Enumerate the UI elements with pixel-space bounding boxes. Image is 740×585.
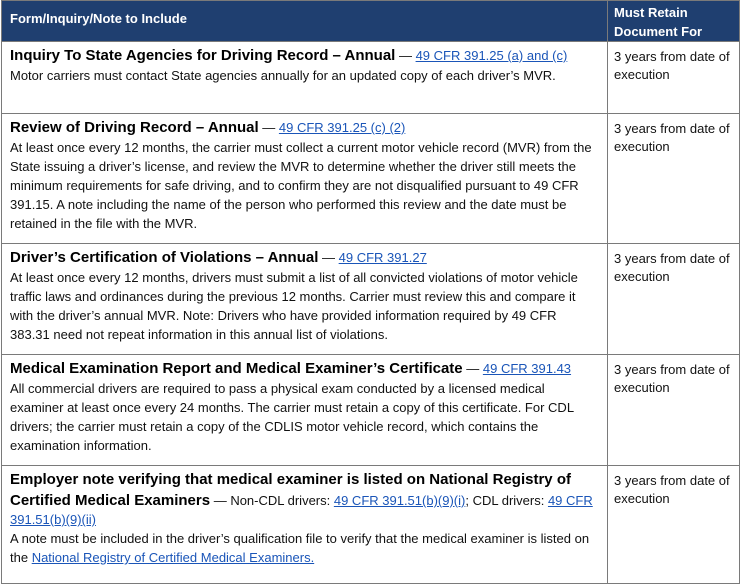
em-dash: — <box>395 48 416 63</box>
em-dash: — <box>258 120 279 135</box>
regulation-link[interactable]: 49 CFR 391.27 <box>338 250 427 265</box>
cdl-label: ; CDL drivers: <box>465 493 548 508</box>
retention-table <box>1 0 740 584</box>
row-title: Review of Driving Record – Annual <box>10 119 259 136</box>
national-registry-link[interactable]: National Registry of Certified Medical Examiners. <box>31 550 315 565</box>
row-body-text: A note must be included in the driver’s qualification file to verify that the medical examiner is listed on the <box>10 531 590 565</box>
row-description <box>2 42 608 114</box>
row-title: Inquiry To State Agencies for Driving Record – Annual <box>10 47 396 64</box>
header-form-inquiry-note: Form/Inquiry/Note to Include <box>2 1 608 42</box>
regulation-link[interactable]: 49 CFR 391.25 (a) and (c) <box>415 48 568 63</box>
table-row <box>2 466 740 584</box>
row-body: Motor carriers must contact State agencies annually for an updated copy of each driver’s MVR. <box>10 68 556 83</box>
header-must-retain: Must Retain Document For <box>608 1 740 42</box>
non-cdl-label: Non-CDL drivers: <box>230 493 334 508</box>
regulation-link-cdl[interactable]: 49 CFR 391.51(b)(9)(ii) <box>10 493 593 527</box>
table-row <box>2 244 740 355</box>
regulation-link[interactable]: 49 CFR 391.43 <box>482 361 572 376</box>
retention-period: 3 years from date of execution <box>608 355 740 466</box>
table-header-row <box>2 1 740 42</box>
row-heading <box>10 247 599 268</box>
row-description <box>2 244 608 355</box>
retention-period: 3 years from date of execution <box>608 466 740 584</box>
row-body <box>10 529 599 567</box>
row-body: At least once every 12 months, the carrier must collect a current motor vehicle record (MVR) from the State issuing a driver’s license, and review the MVR to determine whether the driver still meets the minimum requirements for safe driving, and to confirm they are not disqualified pursuant to 49 CFR 391.15. A note including the name of the person who performed this review and the date must be retained in the file with the MVR. <box>10 140 592 231</box>
em-dash: — <box>318 250 339 265</box>
row-description <box>2 355 608 466</box>
row-body: At least once every 12 months, drivers must submit a list of all convicted violations of motor vehicle traffic laws and ordinances during the previous 12 months. Carrier must review this and compare it with the driver’s annual MVR. Note: Drivers who have provided information required by 49 CFR 383.31 need not repeat information in this annual list of violations. <box>10 270 578 342</box>
table-row <box>2 114 740 244</box>
row-title: Medical Examination Report and Medical Examiner’s Certificate <box>10 360 463 377</box>
em-dash: — <box>210 493 231 508</box>
table-row <box>2 42 740 114</box>
row-body: All commercial drivers are required to pass a physical exam conducted by a licensed medical examiner at least once every 24 months. The carrier must retain a copy of this certificate. For CDL drivers; the carrier must retain a copy of the CDLIS motor vehicle record, which contains the examination information. <box>10 381 574 453</box>
row-heading <box>10 469 599 529</box>
row-heading <box>10 45 599 66</box>
row-title: Employer note verifying that medical examiner is listed on National Registry of Certified Medical Examiners <box>10 471 571 509</box>
row-description <box>2 466 608 584</box>
row-title: Driver’s Certification of Violations – Annual <box>10 249 319 266</box>
retention-period: 3 years from date of execution <box>608 42 740 114</box>
row-description <box>2 114 608 244</box>
row-heading <box>10 358 599 379</box>
retention-period: 3 years from date of execution <box>608 244 740 355</box>
row-heading <box>10 117 599 138</box>
em-dash: — <box>462 361 483 376</box>
retention-period: 3 years from date of execution <box>608 114 740 244</box>
table-row <box>2 355 740 466</box>
regulation-link[interactable]: 49 CFR 391.25 (c) (2) <box>278 120 406 135</box>
regulation-link-non-cdl[interactable]: 49 CFR 391.51(b)(9)(i) <box>333 493 466 508</box>
